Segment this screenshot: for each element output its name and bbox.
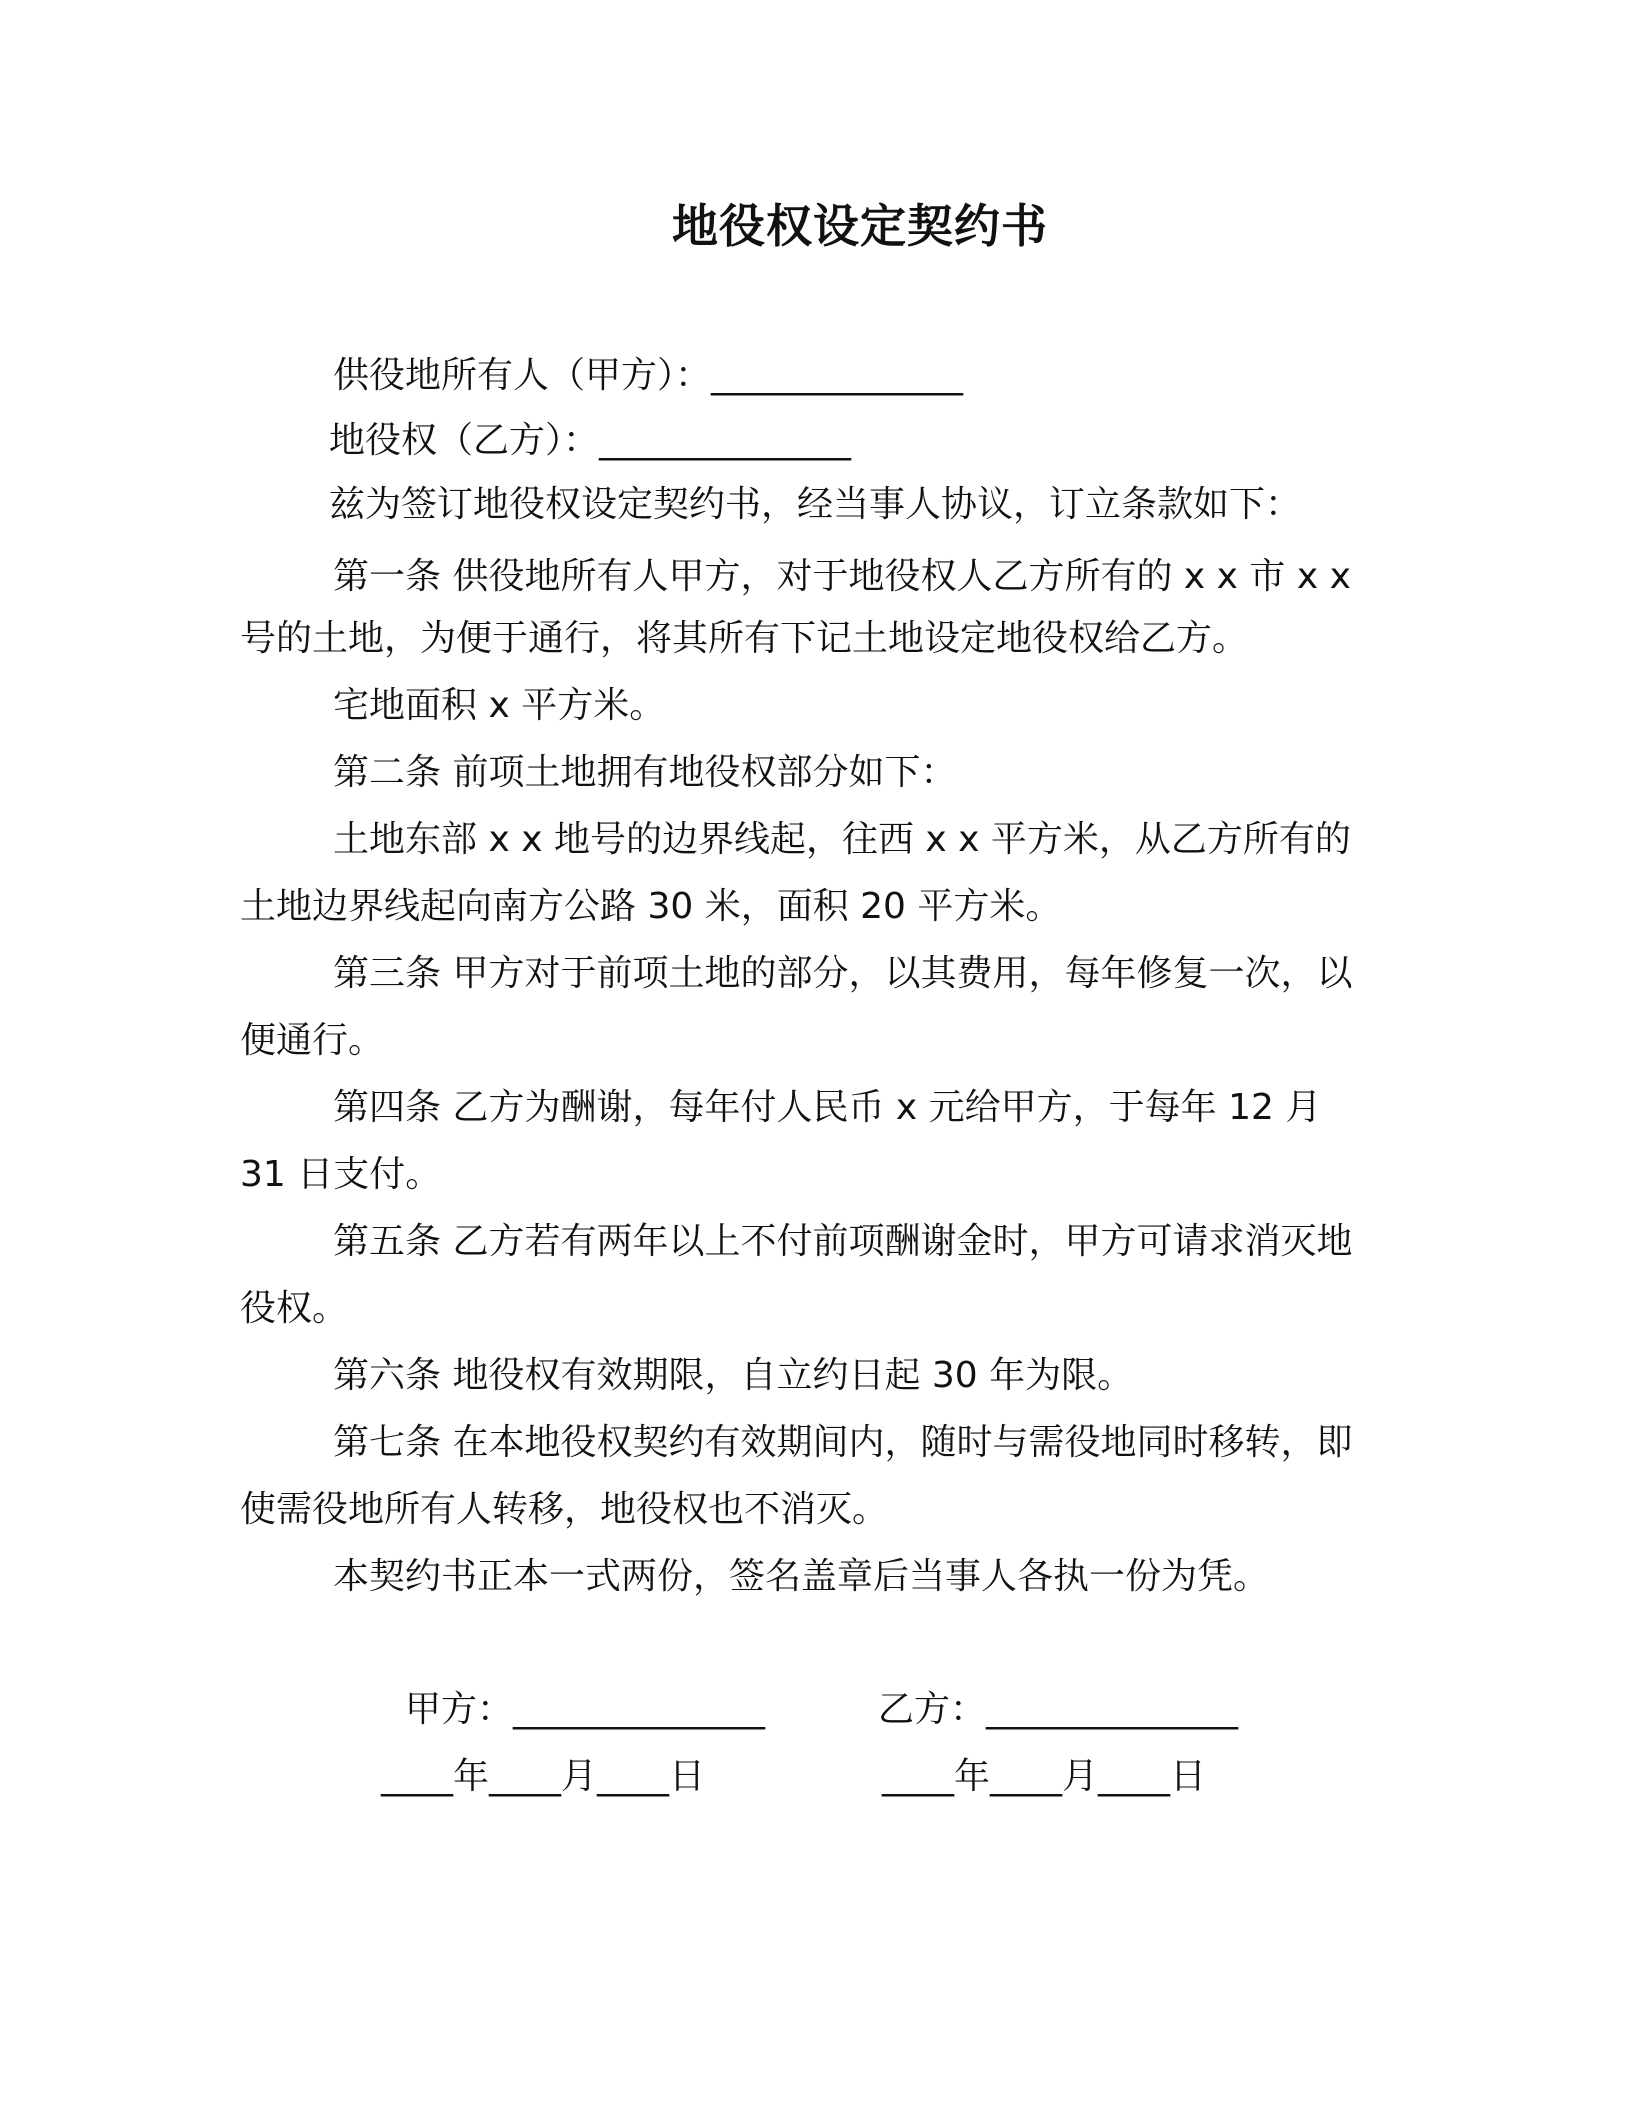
signature-party-a: 甲方：______________	[405, 1689, 766, 1730]
intro-paragraph: 兹为签订地役权设定契约书，经当事人协议，订立条款如下：	[329, 484, 1302, 525]
article-7-line-2: 使需役地所有人转移，地役权也不消灭。	[240, 1489, 889, 1530]
article-2-line-3: 土地边界线起向南方公路 30 米，面积 20 平方米。	[240, 886, 1062, 927]
article-3-line-2: 便通行。	[240, 1020, 385, 1061]
article-4-line-2: 31 日支付。	[240, 1154, 442, 1195]
article-2-line-1: 第二条 前项土地拥有地役权部分如下：	[333, 752, 957, 793]
article-1-line-2: 号的土地，为便于通行，将其所有下记土地设定地役权给乙方。	[240, 618, 1249, 659]
area-line: 宅地面积 x 平方米。	[333, 685, 666, 726]
article-6-line-1: 第六条 地役权有效期限，自立约日起 30 年为限。	[333, 1355, 1134, 1396]
article-4-line-1: 第四条 乙方为酬谢，每年付人民币 x 元给甲方，于每年 12 月	[333, 1087, 1322, 1128]
party-b-line: 地役权（乙方）：______________	[329, 420, 852, 461]
article-2-line-2: 土地东部 x x 地号的边界线起，往西 x x 平方米，从乙方所有的	[333, 819, 1351, 860]
article-5-line-2: 役权。	[240, 1288, 349, 1329]
date-party-b: ____年____月____日	[882, 1756, 1207, 1797]
article-5-line-1: 第五条 乙方若有两年以上不付前项酬谢金时，甲方可请求消灭地	[333, 1221, 1353, 1262]
article-1-line-1: 第一条 供役地所有人甲方，对于地役权人乙方所有的 x x 市 x x	[333, 556, 1351, 597]
document-title: 地役权设定契约书	[672, 199, 1048, 253]
signature-party-b: 乙方：______________	[878, 1689, 1239, 1730]
date-party-a: ____年____月____日	[381, 1756, 706, 1797]
closing-paragraph: 本契约书正本一式两份，签名盖章后当事人各执一份为凭。	[333, 1556, 1270, 1597]
article-7-line-1: 第七条 在本地役权契约有效期间内，随时与需役地同时移转，即	[333, 1422, 1353, 1463]
article-3-line-1: 第三条 甲方对于前项土地的部分，以其费用，每年修复一次，以	[333, 953, 1353, 994]
party-a-line: 供役地所有人（甲方）：______________	[333, 355, 964, 396]
